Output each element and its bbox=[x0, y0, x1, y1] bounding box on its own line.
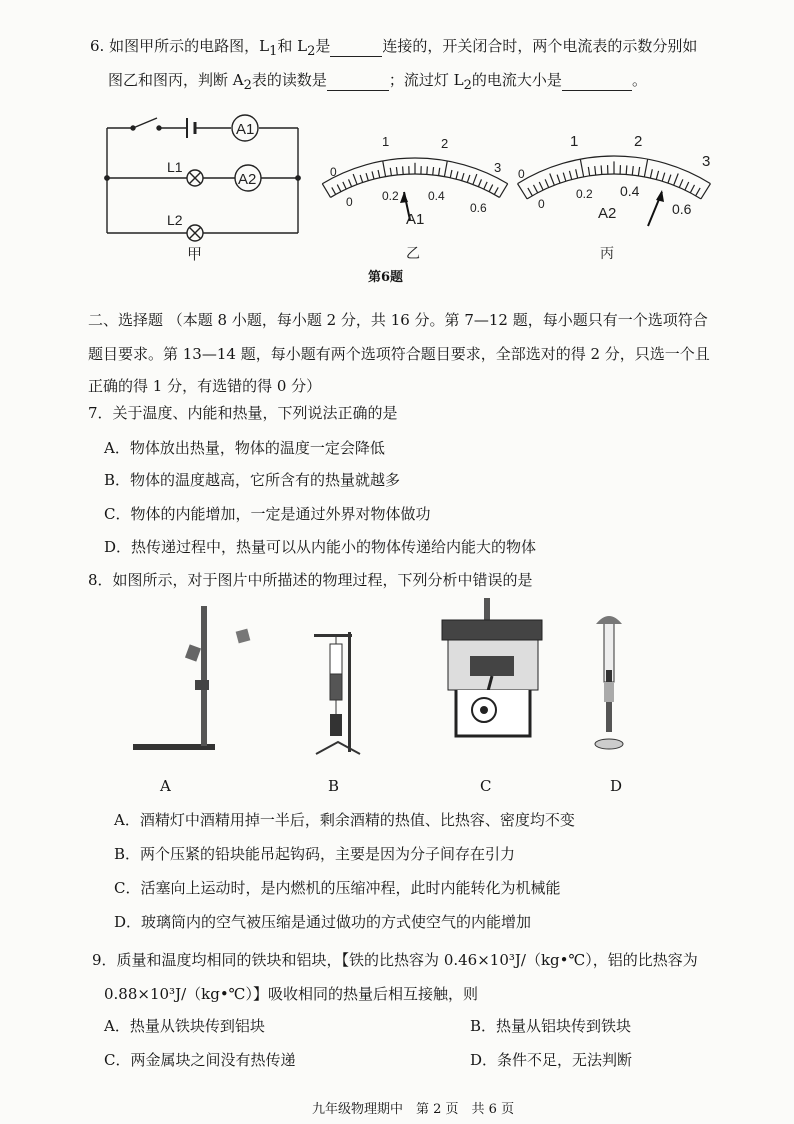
q8-figure-a bbox=[125, 600, 255, 760]
q6-figure-caption: 第6题 bbox=[368, 270, 404, 285]
dial-tick bbox=[366, 173, 368, 181]
dial-tick bbox=[644, 159, 647, 177]
dial-tick bbox=[444, 161, 447, 177]
ammeter-a1-label: A1 bbox=[236, 121, 255, 138]
section2-line3: 正确的得 1 分，有选错的得 0 分） bbox=[88, 377, 322, 395]
svg-text:0.6: 0.6 bbox=[470, 201, 487, 215]
dial-tick bbox=[679, 179, 683, 187]
q8-figure-c bbox=[438, 596, 548, 746]
dial-tick bbox=[557, 175, 560, 183]
dial-tick bbox=[638, 167, 639, 176]
dial-tick bbox=[696, 188, 700, 196]
dial-tick bbox=[626, 165, 627, 174]
dial-tick bbox=[674, 174, 679, 186]
dial-tick bbox=[332, 187, 336, 194]
svg-text:2: 2 bbox=[441, 136, 449, 151]
dial-tick bbox=[456, 171, 458, 179]
svg-text:3: 3 bbox=[702, 153, 711, 170]
dial-tick bbox=[353, 174, 357, 184]
dial-tick bbox=[390, 168, 391, 176]
dial-tick bbox=[668, 175, 671, 183]
q8-label-c: C bbox=[480, 777, 492, 795]
q6-blank-1[interactable] bbox=[330, 36, 382, 57]
dial-tick bbox=[473, 174, 477, 184]
svg-text:3: 3 bbox=[494, 160, 502, 175]
q8-label-d: D bbox=[610, 777, 623, 795]
dial-tick bbox=[403, 166, 404, 174]
dial-tick bbox=[467, 175, 470, 183]
dial-tick bbox=[396, 167, 397, 175]
q8-label-a: A bbox=[160, 777, 171, 795]
dial-tick bbox=[528, 188, 532, 196]
section2-line1: 二、选择题 （本题 8 小题，每小题 2 分，共 16 分。第 7—12 题，每小题只有一个选项符合 bbox=[88, 311, 708, 329]
q7-stem: 7．关于温度、内能和热量，下列说法正确的是 bbox=[88, 404, 398, 422]
dial-tick bbox=[595, 166, 596, 175]
q6-blank-3[interactable] bbox=[562, 70, 632, 91]
dial-tick bbox=[343, 182, 346, 189]
dial-tick bbox=[360, 175, 363, 183]
svg-text:0.4: 0.4 bbox=[620, 183, 640, 199]
dial-tick bbox=[439, 168, 440, 176]
dial-tick bbox=[433, 167, 434, 175]
q7-option-c[interactable]: C．物体的内能增加，一定是通过外界对物体做功 bbox=[104, 505, 431, 523]
q9-option-a[interactable]: A．热量从铁块传到铝块 bbox=[104, 1017, 265, 1035]
meter-b-caption: 乙 bbox=[406, 245, 420, 261]
q6-number: 6. bbox=[90, 37, 105, 55]
dial-tick bbox=[533, 185, 537, 193]
dial-tick bbox=[494, 187, 498, 194]
svg-text:0: 0 bbox=[518, 167, 525, 181]
dial-tick bbox=[462, 173, 464, 181]
q9-option-c[interactable]: C．两金属块之间没有热传递 bbox=[104, 1051, 296, 1069]
q8-option-a[interactable]: A．酒精灯中酒精用掉一半后，剩余酒精的热值、比热容、密度均不变 bbox=[114, 811, 575, 829]
dial-arc bbox=[331, 174, 500, 197]
meter-b-label: A1 bbox=[406, 211, 425, 228]
dial-tick bbox=[701, 184, 711, 199]
q8-stem: 8．如图所示，对于图片中所描述的物理过程，下列分析中错误的是 bbox=[88, 571, 533, 589]
dial-tick bbox=[337, 185, 341, 192]
dial-tick bbox=[349, 179, 352, 186]
svg-text:0.6: 0.6 bbox=[672, 201, 692, 217]
q8-label-b: B bbox=[328, 777, 340, 795]
q9-stem-line1: 9．质量和温度均相同的铁块和铝块，【铁的比热容为 0.46×10³J/（kg•℃），铝的比热容为 bbox=[92, 951, 698, 969]
svg-text:0.2: 0.2 bbox=[576, 187, 593, 201]
dial-tick bbox=[383, 161, 386, 177]
dial-tick bbox=[378, 170, 380, 178]
ammeter-dial-c bbox=[512, 128, 712, 270]
q8-figure-d bbox=[590, 608, 630, 758]
circuit-caption: 甲 bbox=[187, 246, 203, 263]
dial-tick bbox=[588, 167, 589, 176]
q7-option-d[interactable]: D．热传递过程中，热量可以从内能小的物体传递给内能大的物体 bbox=[104, 538, 537, 556]
dial-tick bbox=[499, 184, 507, 198]
dial-tick bbox=[518, 184, 528, 199]
ammeter-dial-b bbox=[320, 128, 515, 270]
dial-tick bbox=[478, 179, 481, 186]
q8-option-d[interactable]: D．玻璃筒内的空气被压缩是通过做功的方式使空气的内能增加 bbox=[114, 913, 532, 931]
meter-c-label: A2 bbox=[598, 205, 617, 222]
svg-text:1: 1 bbox=[570, 133, 579, 150]
lamp-l2-label: L2 bbox=[167, 212, 183, 228]
svg-text:0: 0 bbox=[330, 165, 337, 179]
svg-text:0.2: 0.2 bbox=[382, 189, 399, 203]
ammeter-a2-label: A2 bbox=[238, 171, 257, 188]
lamp-l1-label: L1 bbox=[167, 159, 183, 175]
meter-c-caption: 丙 bbox=[600, 245, 614, 261]
dial-tick bbox=[489, 185, 493, 192]
dial-tick bbox=[563, 173, 566, 182]
dial-tick bbox=[569, 171, 571, 180]
dial-tick bbox=[650, 169, 652, 178]
svg-text:0: 0 bbox=[538, 197, 545, 211]
dial-arc bbox=[527, 174, 701, 199]
dial-tick bbox=[322, 184, 330, 198]
svg-text:2: 2 bbox=[634, 133, 643, 150]
q6-blank-2[interactable] bbox=[327, 70, 389, 91]
q8-option-b[interactable]: B．两个压紧的铅块能吊起钩码，主要是因为分子间存在引力 bbox=[114, 845, 516, 863]
q9-option-b[interactable]: B．热量从铝块传到铁块 bbox=[470, 1017, 632, 1035]
dial-tick bbox=[550, 174, 555, 186]
svg-text:0.4: 0.4 bbox=[428, 189, 445, 203]
dial-tick bbox=[545, 179, 549, 187]
dial-tick bbox=[656, 171, 658, 180]
svg-text:0: 0 bbox=[346, 195, 353, 209]
q6-line2: 图乙和图丙，判断 $A_2$表的读数是 ；流过灯 $L_2$的电流大小是 。 bbox=[108, 71, 647, 93]
dial-tick bbox=[662, 173, 665, 182]
svg-text:1: 1 bbox=[382, 134, 390, 149]
q6-line1: 6. 如图甲所示的电路图，$L_1$和 $L_2$是 连接的，开关闭合时，两个电流表的示数分别如 bbox=[90, 37, 698, 59]
dial-tick bbox=[539, 182, 543, 190]
dial-tick bbox=[632, 166, 633, 175]
dial-tick bbox=[450, 170, 452, 178]
dial-tick bbox=[484, 182, 487, 189]
dial-tick bbox=[685, 182, 689, 190]
q8-option-c[interactable]: C．活塞向上运动时，是内燃机的压缩冲程，此时内能转化为机械能 bbox=[114, 879, 561, 897]
circuit-diagram bbox=[95, 108, 310, 266]
dial-tick bbox=[690, 185, 694, 193]
q7-option-a[interactable]: A．物体放出热量，物体的温度一定会降低 bbox=[104, 439, 385, 457]
dial-tick bbox=[580, 159, 583, 177]
dial-tick bbox=[576, 169, 578, 178]
q8-figure-b bbox=[308, 630, 368, 760]
dial-tick bbox=[427, 166, 428, 174]
q9-stem-line2: 0.88×10³J/（kg•℃）】吸收相同的热量后相互接触，则 bbox=[104, 985, 478, 1003]
dial-tick bbox=[601, 165, 602, 174]
q7-option-b[interactable]: B．物体的温度越高，它所含有的热量就越多 bbox=[104, 471, 401, 489]
page-footer: 九年级物理期中 第 2 页 共 6 页 bbox=[312, 1102, 515, 1117]
q9-option-d[interactable]: D．条件不足，无法判断 bbox=[470, 1051, 633, 1069]
dial-tick bbox=[372, 171, 374, 179]
section2-line2: 题目要求。第 13—14 题，每小题有两个选项符合题目要求，全部选对的得 2 分，只选一个且 bbox=[88, 345, 710, 363]
